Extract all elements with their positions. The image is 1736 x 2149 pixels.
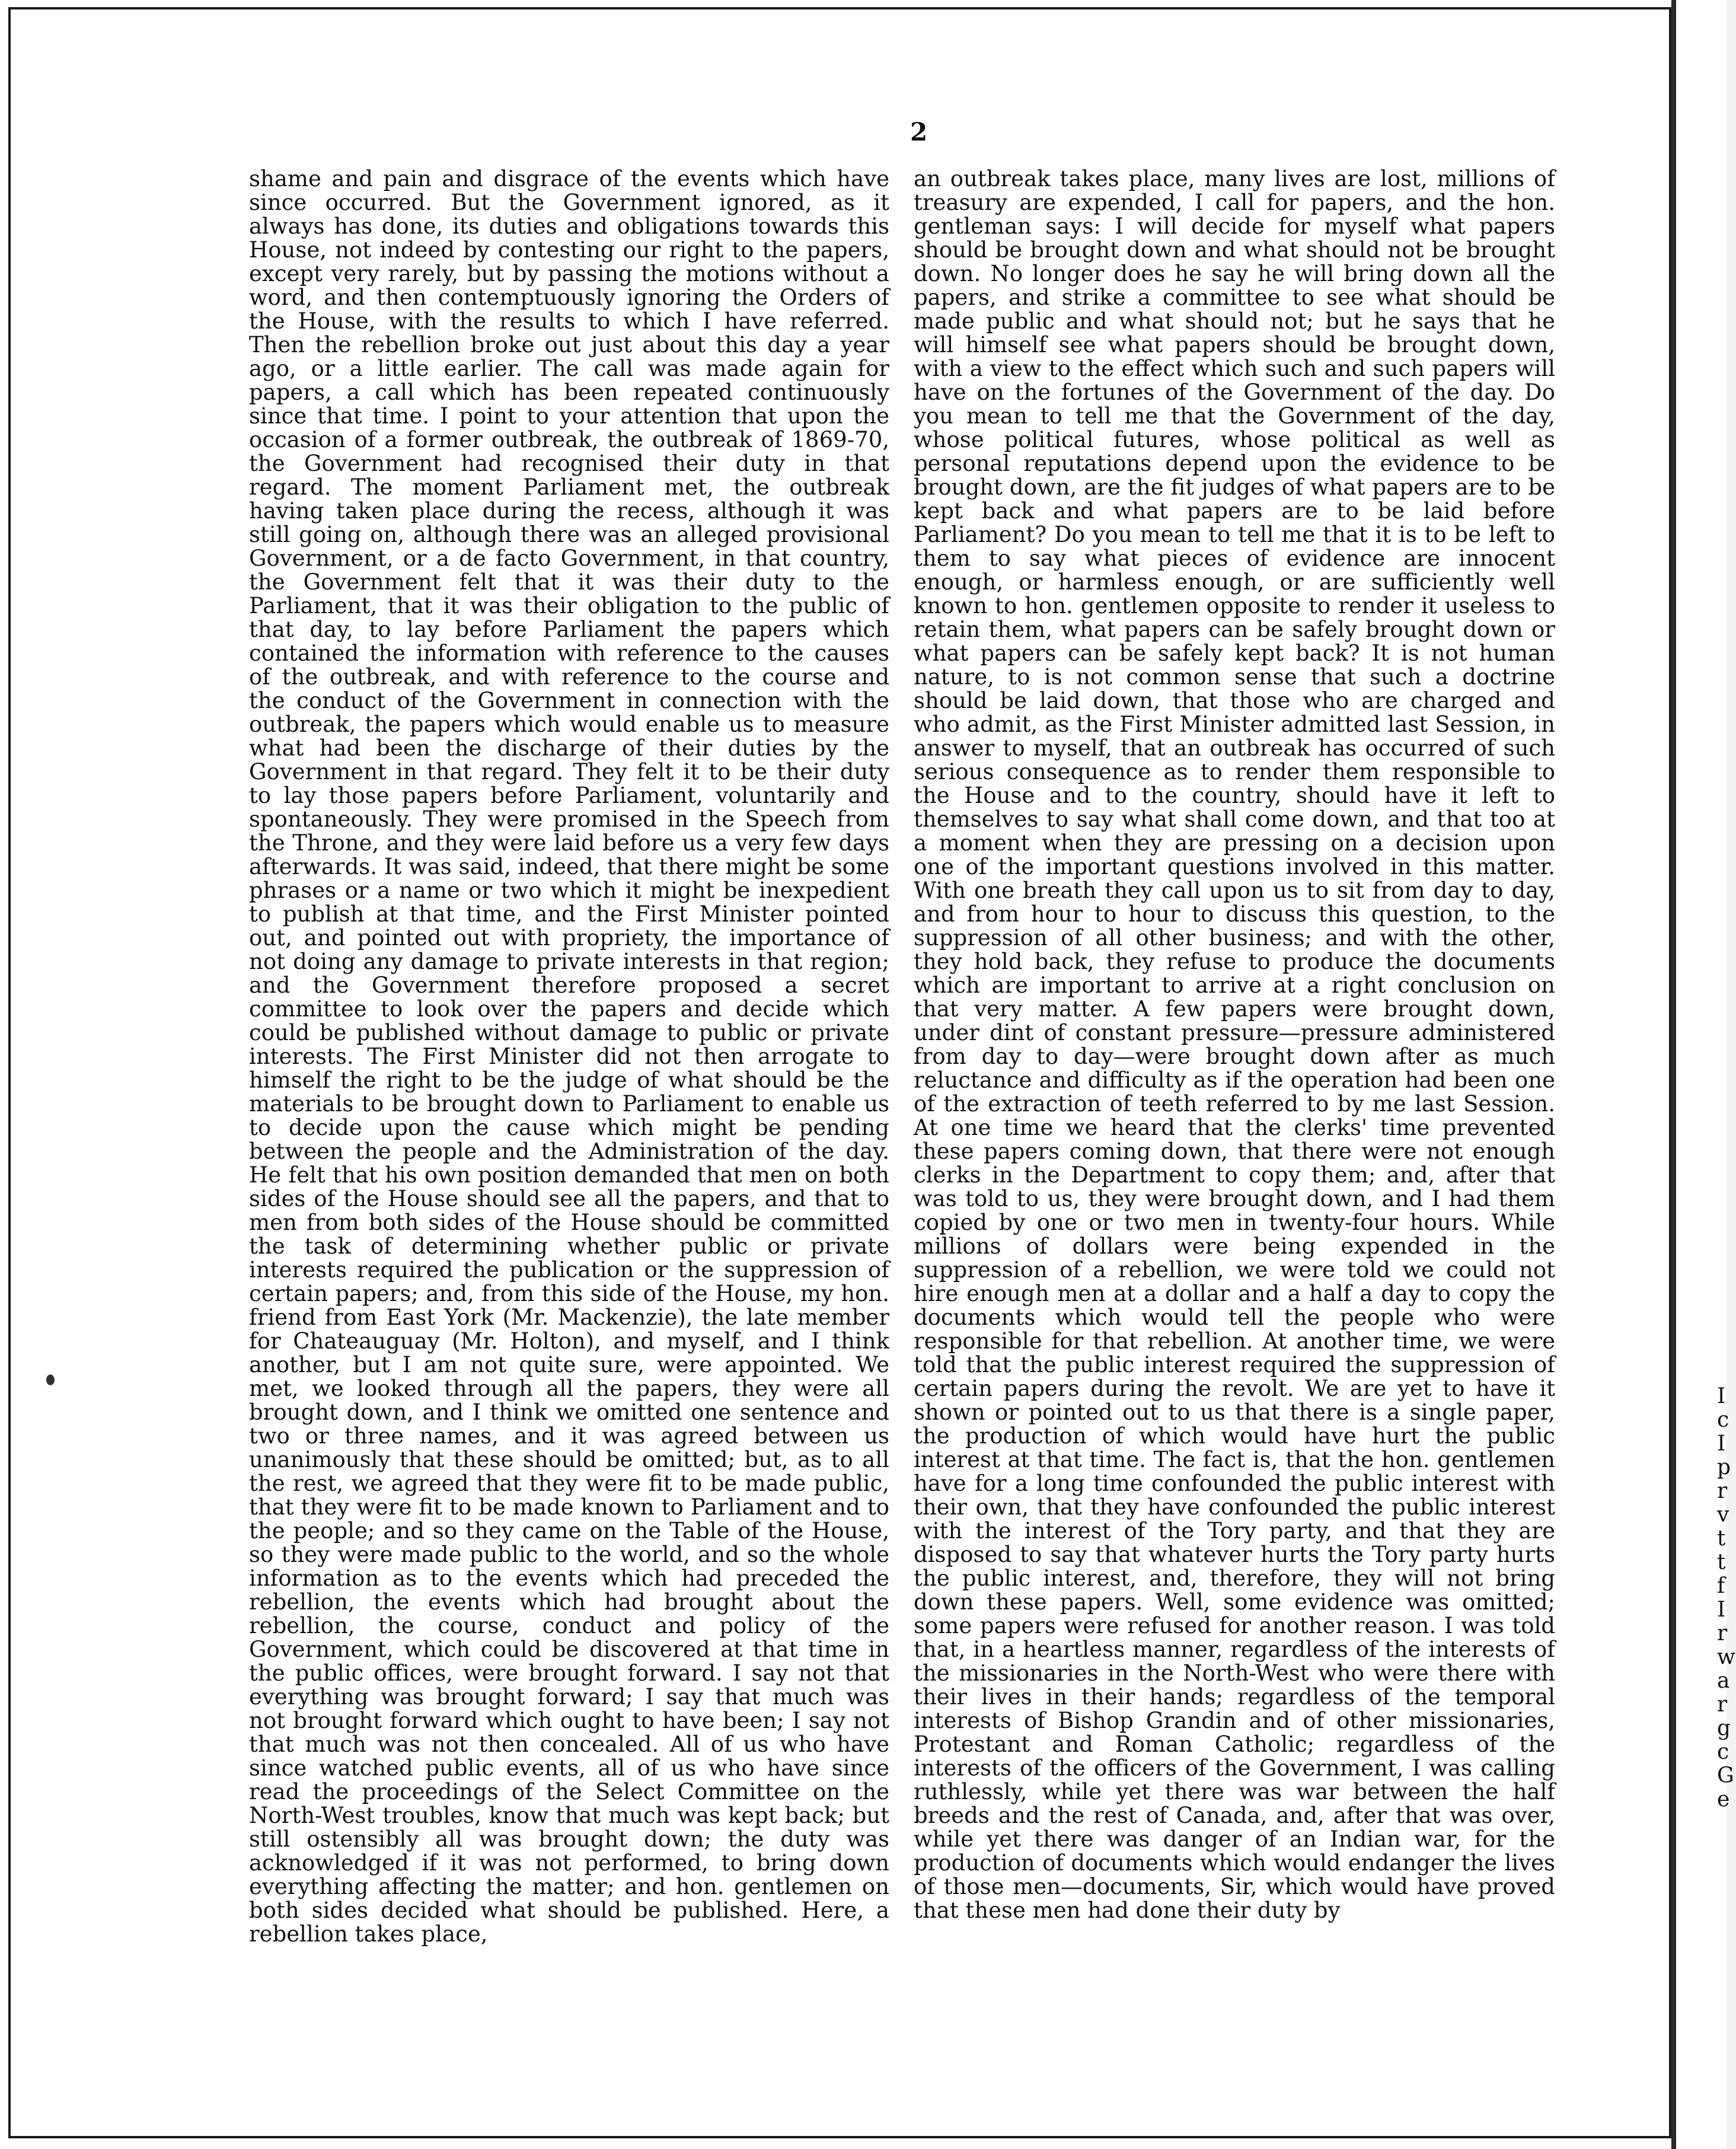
right-column-paragraph: an outbreak takes place, many lives are lost, millions of treasury are expended, I call for papers, and the hon. gentleman says: I will decide for myself what papers should be brought down and what should not be brought down. No longer does he say he will bring down all the papers, and strike a committee to see what should be made public and what should not; but he says that he will himself see what papers should be brought down, with a view to the effect which such and such papers will have on the fortunes of the Government of the day. Do you mean to tell me that the Government of the day, whose political futures, whose political as well as personal reputations depend upon the evidence to be brought down, are the fit judges of what papers are to be kept back and what papers are to be laid before Parliament? Do you mean to tell me that it is to be left to them to say what pieces of evidence are innocent enough, or harmless enough, or are sufficiently well known to hon. gentlemen opposite to render it useless to retain them, what papers can be safely brought down or what papers can be safely kept back? It is not human nature, to is not common sense that such a doctrine should be laid down, that those who are charged and who admit, as the First Minister admitted last Session, in answer to myself, that an outbreak has occurred of such serious consequence as to render them responsible to the House and to the country, should have it left to themselves to say what shall come down, and that too at a moment when they are pressing on a decision upon one of the important questions involved in this matter. With one breath they call upon us to sit from day to day, and from hour to hour to discuss this question, to the suppression of all other business; and with the other, they hold back, they refuse to produce the documents which are important to arrive at a right conclusion on that very matter. A few papers were brought down, under dint of constant pressure—pressure administered from day to day—were brought down after as much reluctance and difficulty as if the operation had been one of the extraction of teeth referred to by me last Session. At one time we heard that the clerks' time prevented these papers coming down, that there were not enough clerks in the Department to copy them; and, after that was told to us, they were brought down, and I had them copied by one or two men in twenty-four hours. While millions of dollars were being expended in the suppression of a rebellion, we were told we could not hire enough men at a dollar and a half a day to copy the documents which would tell the people who were responsible for that rebellion. At another time, we were told that the public interest required the suppression of certain papers during the revolt. We are yet to have it shown or pointed out to us that there is a single paper, the production of which would have hurt the public interest at that time. The fact is, that the hon. gentlemen have for a long time confounded the public interest with their own, that they have confounded the public interest with the interest of the Tory party, and that they are disposed to say that whatever hurts the Tory party hurts the public interest, and, therefore, they will not bring down these papers. Well, some evidence was omitted; some papers were refused for another reason. I was told that, in a heartless manner, regardless of the interests of the missionaries in the North-West who were there with their lives in their hands; regardless of the temporal interests of Bishop Grandin and of other missionaries, Protestant and Roman Catholic; regardless of the interests of the officers of the Government, I was calling ruthlessly, while yet there was war between the half breeds and the rest of Canada, and, after that was over, while yet there was danger of an Indian war, for the production of documents which would endanger the lives of those men—documents, Sir, which would have proved that these men had done their duty by [914,166,1555,1923]
margin-fragment: a [1717,1669,1730,1693]
page-border-shadow [1671,0,1676,2149]
margin-fragment: c [1717,1740,1729,1764]
margin-fragment: g [1717,1716,1731,1740]
adjacent-page-edge [1671,0,1736,2149]
margin-fragment: r [1717,1692,1728,1717]
margin-fragment: t [1717,1526,1726,1551]
margin-fragment: G [1717,1764,1734,1788]
scan-margin [1726,0,1736,2149]
text-column-left [249,166,889,1947]
text-column-right [914,167,1555,1922]
margin-fragment: r [1717,1621,1728,1646]
left-column-paragraph: shame and pain and disgrace of the events which have since occurred. But the Government ignored, as it always has done, its duties and obligations towards this House, not indeed by contesting our right to the papers, except very rarely, but by passing the motions without a word, and then contemptuously ignoring the Orders of the House, with the results to which I have referred. Then the rebellion broke out just about this day a year ago, or a little earlier. The call was made again for papers, a call which has been repeated continuously since that time. I point to your attention that upon the occasion of a former outbreak, the outbreak of 1869-70, the Government had recognised their duty in that regard. The moment Parliament met, the outbreak having taken place during the recess, although it was still going on, although there was an alleged provisional Government, or a de facto Government, in that country, the Government felt that it was their duty to the Parliament, that it was their obligation to the public of that day, to lay before Parliament the papers which contained the information with reference to the causes of the outbreak, and with reference to the course and the conduct of the Government in connection with the outbreak, the papers which would enable us to measure what had been the discharge of their duties by the Government in that regard. They felt it to be their duty to lay those papers before Parliament, voluntarily and spontaneously. They were promised in the Speech from the Throne, and they were laid before us a very few days afterwards. It was said, indeed, that there might be some phrases or a name or two which it might be inexpedient to publish at that time, and the First Minister pointed out, and pointed out with propriety, the importance of not doing any damage to private interests in that region; and the Government therefore proposed a secret committee to look over the papers and decide which could be published without damage to public or private interests. The First Minister did not then arrogate to himself the right to be the judge of what should be the materials to be brought down to Parliament to enable us to decide upon the cause which might be pending between the people and the Administration of the day. He felt that his own position demanded that men on both sides of the House should see all the papers, and that to men from both sides of the House should be committed the task of determining whether public or private interests required the publication or the suppression of certain papers; and, from this side of the House, my hon. friend from East York (Mr. Mackenzie), the late member for Chateauguay (Mr. Holton), and myself, and I think another, but I am not quite sure, were appointed. We met, we looked through all the papers, they were all brought down, and I think we omitted one sentence and two or three names, and it was agreed between us unanimously that these should be omitted; but, as to all the rest, we agreed that they were fit to be made public, that they were fit to be made known to Parliament and to the people; and so they came on the Table of the House, so they were made public to the world, and so the whole information as to the events which had preceded the rebellion, the events which had brought about the rebellion, the course, conduct and policy of the Government, which could be discovered at that time in the public offices, were brought forward. I say not that everything was brought forward; I say that much was not brought forward which ought to have been; I say not that much was not then concealed. All of us who have since watched public events, all of us who have since read the proceedings of the Select Committee on the North-West troubles, know that much was kept back; but still ostensibly all was brought down; the duty was acknowledged if it was not performed, to bring down everything affecting the matter; and hon. gentlemen on both sides decided what should be published. Here, a rebellion takes place, [249,166,889,1947]
margin-fragment: I [1717,1431,1726,1456]
margin-fragment: f [1717,1574,1725,1598]
page-number: 2 [910,117,928,146]
margin-fragment: p [1717,1455,1731,1480]
margin-fragment: t [1717,1550,1726,1574]
scan-speck [46,1375,55,1385]
margin-fragment: e [1717,1787,1730,1812]
adjacent-page-text-fragments [1717,1385,1736,1812]
margin-fragment: c [1717,1408,1729,1432]
margin-fragment: I [1717,1598,1726,1622]
margin-fragment: r [1717,1479,1728,1503]
margin-fragment: I [1717,1384,1726,1408]
margin-fragment: v [1717,1503,1729,1527]
margin-fragment: w [1717,1645,1735,1669]
